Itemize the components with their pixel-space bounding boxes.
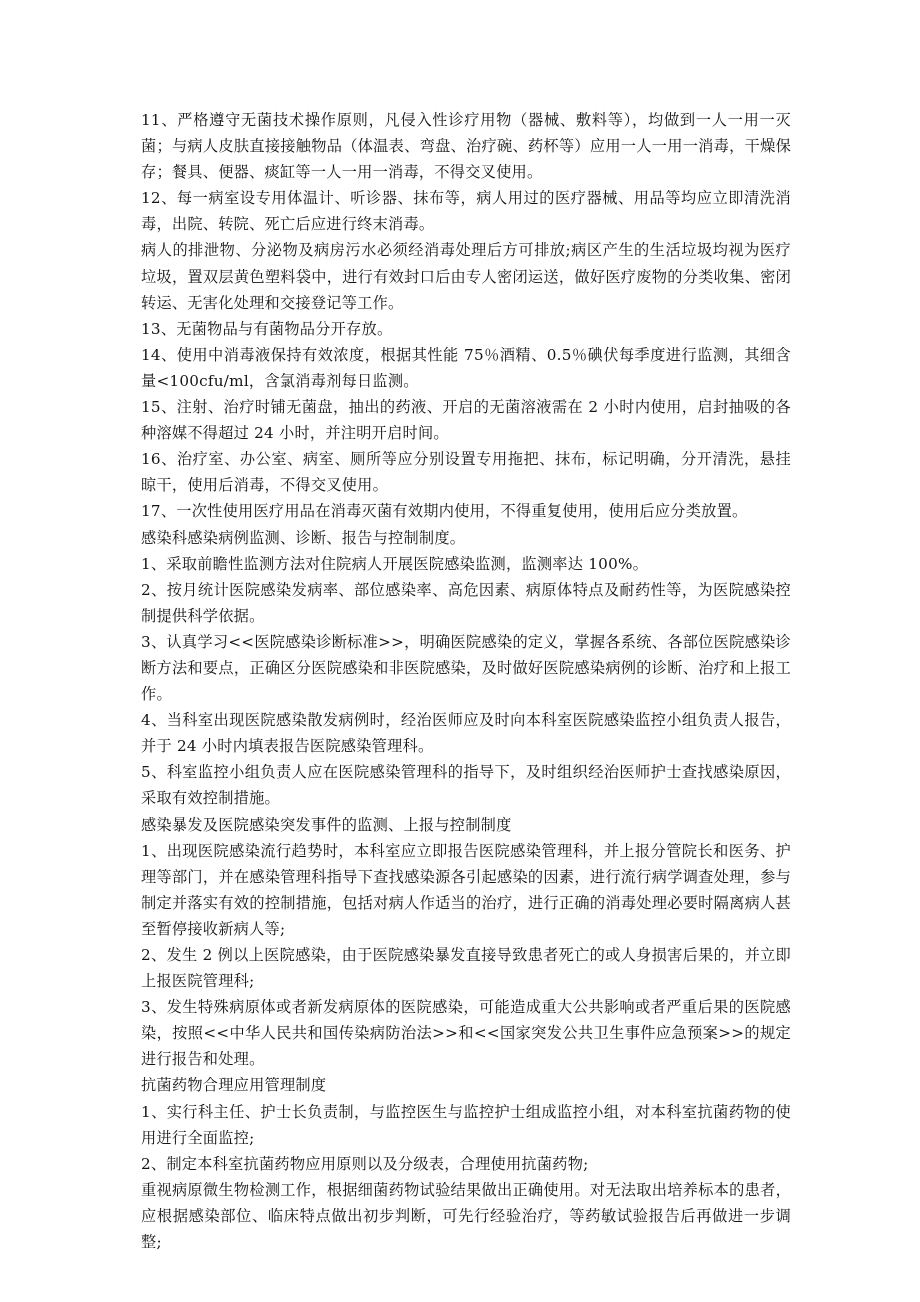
paragraph: 17、一次性使用医疗用品在消毒灭菌有效期内使用，不得重复使用，使用后应分类放置。 bbox=[141, 502, 748, 521]
paragraph: 13、无菌物品与有菌物品分开存放。 bbox=[141, 319, 393, 338]
paragraph: 1、出现医院感染流行趋势时，本科室应立即报告医院感染管理科，并上报分管院长和医务、护理等部门，并在感染管理科指导下查找感染源各引起感染的因素，进行流行病学调查处理，参与制定并落实有效的控制措施，包括对病人作适当的治疗，进行正确的消毒处理必要时隔离病人甚至暂停接收新病人等; bbox=[141, 841, 791, 938]
paragraph: 病人的排泄物、分泌物及病房污水必须经消毒处理后方可排放;病区产生的生活垃圾均视为医疗垃圾，置双层黄色塑料袋中，进行有效封口后由专人密闭运送，做好医疗废物的分类收集、密闭转运、无害化处理和交接登记等工作。 bbox=[141, 241, 791, 312]
paragraph: 重视病原微生物检测工作，根据细菌药物试验结果做出正确使用。对无法取出培养标本的患者，应根据感染部位、临床特点做出初步判断，可先行经验治疗，等药敏试验报告后再做进一步调整; bbox=[141, 1180, 791, 1252]
section-heading: 感染暴发及医院感染突发事件的监测、上报与控制制度 bbox=[141, 815, 512, 834]
paragraph: 3、发生特殊病原体或者新发病原体的医院感染，可能造成重大公共影响或者严重后果的医院感染，按照<<中华人民共和国传染病防治法>>和<<国家突发公共卫生事件应急预案>>的规定进行报告和处理。 bbox=[141, 998, 791, 1069]
paragraph: 3、认真学习<<医院感染诊断标准>>，明确医院感染的定义，掌握各系统、各部位医院感染诊断方法和要点，正确区分医院感染和非医院感染，及时做好医院感染病例的诊断、治疗和上报工作。 bbox=[141, 632, 791, 704]
paragraph: 16、治疗室、办公室、病室、厕所等应分别设置专用拖把、抹布，标记明确，分开清洗，悬挂晾干，使用后消毒，不得交叉使用。 bbox=[141, 450, 791, 495]
paragraph: 5、科室监控小组负责人应在医院感染管理科的指导下，及时组织经治医师护士查找感染原因，采取有效控制措施。 bbox=[141, 763, 791, 808]
paragraph: 15、注射、治疗时铺无菌盘，抽出的药液、开启的无菌溶液需在 2 小时内使用，启封抽吸的各种溶媒不得超过 24 小时，并注明开启时间。 bbox=[141, 398, 791, 443]
paragraph: 2、按月统计医院感染发病率、部位感染率、高危因素、病原体特点及耐药性等，为医院感染控制提供科学依据。 bbox=[141, 580, 791, 625]
paragraph: 2、制定本科室抗菌药物应用原则以及分级表，合理使用抗菌药物; bbox=[141, 1154, 589, 1173]
paragraph: 11、严格遵守无菌技术操作原则，凡侵入性诊疗用物（器械、敷料等），均做到一人一用一灭菌；与病人皮肤直接接触物品（体温表、弯盘、治疗碗、药杯等）应用一人一用一消毒，干燥保存；餐具、便器、痰缸等一人一用一消毒，不得交叉使用。 bbox=[141, 111, 791, 182]
document-body bbox=[141, 107, 791, 1255]
paragraph: 1、实行科主任、护士长负责制，与监控医生与监控护士组成监控小组，对本科室抗菌药物的使用进行全面监控; bbox=[141, 1102, 791, 1147]
paragraph: 14、使用中消毒液保持有效浓度，根据其性能 75％酒精、0.5％碘伏每季度进行监测，其细含量<100cfu/ml，含氯消毒剂每日监测。 bbox=[141, 345, 791, 390]
paragraph: 12、每一病室设专用体温计、听诊器、抹布等，病人用过的医疗器械、用品等均应立即清洗消毒，出院、转院、死亡后应进行终末消毒。 bbox=[141, 189, 791, 234]
paragraph: 2、发生 2 例以上医院感染，由于医院感染暴发直接导致患者死亡的或人身损害后果的，并立即上报医院管理科; bbox=[141, 946, 791, 991]
paragraph: 4、当科室出现医院感染散发病例时，经治医师应及时向本科室医院感染监控小组负责人报告，并于 24 小时内填表报告医院感染管理科。 bbox=[141, 711, 791, 756]
paragraph: 1、采取前瞻性监测方法对住院病人开展医院感染监测，监测率达 100%。 bbox=[141, 554, 649, 573]
section-heading: 抗菌药物合理应用管理制度 bbox=[141, 1076, 327, 1095]
section-heading: 感染科感染病例监测、诊断、报告与控制制度。 bbox=[141, 528, 466, 547]
